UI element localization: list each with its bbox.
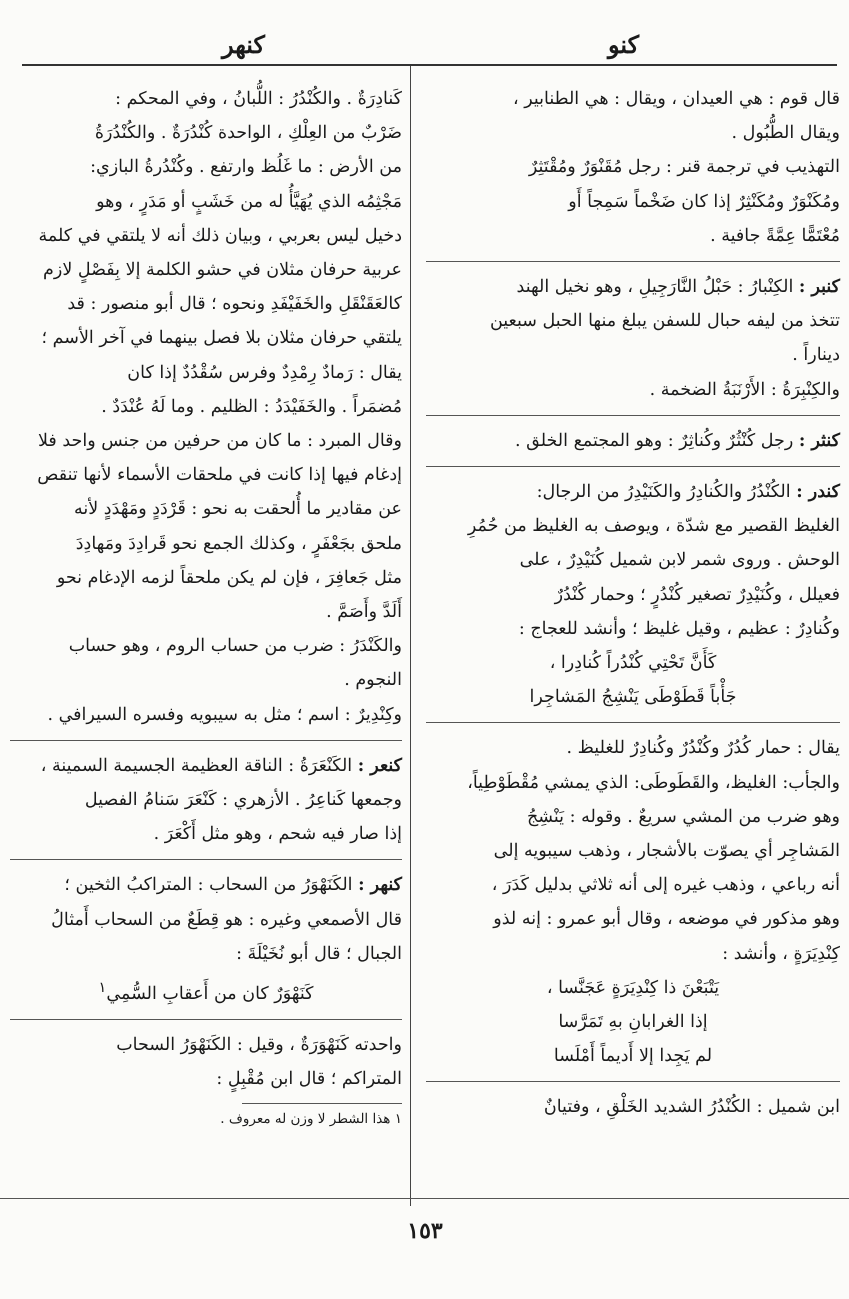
entry-separator bbox=[426, 466, 840, 467]
paragraph-kanadira: كَنادِرَةٌ . والكُنْدُرُ : اللُّبانُ ، وفي المحكم : ضَرْبٌ من العِلْكِ ، الواحدة كُنْدُرَةٌ . والكُنْدُرَةُ من الأرض : ما غَلُظ وارتفع . وكُنْدُرةُ البازي: مَجْثِمُه الذي يُهَيَّأُ له من خَشَبٍ أو مَدَرٍ ، وهو دخيل ليس بعربي ، وبيان ذلك أنه لا يلتقي في كلمة عربية حرفان مثلان في حشو الكلمة إلا بِفَصْلٍ لازم كالعَقَنْقَلِ والخَفَيْفَدِ ونحوه ؛ قال أبو منصور : قد يلتقي حرفان مثلان بلا فصل بينهما في آخر الأسم ؛ يقال : رَمادٌ رِمْدِدٌ وفرس سُقْدُدٌ إذا كان مُضمَراً . والخَفَيْدَدُ : الظليم . وما لَهُ عُنْدَدٌ . وقال المبرد : ما كان من حرفين من جنس واحد فلا إدغام فيها إذا كانت في ملحقات الأسماء لأنها تنقص عن مقادير ما أُلحقت به نحو : قَرْدَدٍ ومَهْدَدٍ لأنه ملحق بجَعْفَرٍ ، وكذلك الجمع نحو قَرادِدَ ومَهادِدَ مثل جَعافِرَ ، فإن لم يكن ملحقاً لزمه الإدغام نحو أَلَدَّ وأَصَمَّ . والكَنْدَرُ : ضرب من حساب الروم ، وهو حساب النجوم . وكِنْدِيرٌ : اسم ؛ مثل به سيبويه وفسره السيرافي . bbox=[37, 89, 402, 725]
entry-separator bbox=[426, 722, 840, 723]
footnote-rule bbox=[242, 1103, 402, 1104]
running-header-left: كنهر bbox=[222, 30, 265, 59]
entry-separator bbox=[426, 415, 840, 416]
page-number: ١٥٣ bbox=[407, 1218, 443, 1244]
entry-separator bbox=[426, 261, 840, 262]
header-rule bbox=[22, 64, 837, 66]
footnote-marker: ١ bbox=[98, 979, 107, 997]
entry-kanaar-text: الكَنْعَرَةُ : الناقة العظيمة الجسيمة السمينة ، وجمعها كَناعِرُ . الأزهري : كَنْعَرَ سَنامُ الفصيل إذا صار فيه شحم ، وهو مثل أَكْعَرَ . bbox=[40, 755, 402, 845]
verse-abu-nukhayla bbox=[10, 971, 402, 1011]
verse-abu-nukhayla-text: كَنَهْوَرٌ كان من أَعقابِ السُّمِي bbox=[106, 983, 314, 1004]
verse-kindiyara: يَتْبَعْنَ ذا كِنْدِيَرَةٍ عَجَنَّسا ، إذا الغرابانِ بهِ تَمَرَّسا لم يَجِدا إلا أَديماً أَمْلَسا bbox=[546, 977, 720, 1067]
paragraph-qanar: قال قوم : هي العيدان ، ويقال : هي الطنابير ، ويقال الطُّبُول . bbox=[512, 89, 840, 144]
verse-ajjaj: كَأَنَّ تَحْتِي كُنْدُراً كُنادِرا ، جَأْباً قَطَوْطَى يَنْشِجُ المَشاجِرا bbox=[529, 653, 737, 708]
paragraph-kudur: يقال : حمار كُدُرٌ وكُنْدُرٌ وكُنادِرٌ للغليظ . والجأب: الغليظ، والقَطَوطَى: الذي يمشي مُقْطَوْطِياً، وهو ضرب من المشي سريعٌ . وقوله : يَنْشِجُ المَشاجِر أي يصوّت بالأشجار ، وذهب سيبويه إلى أنه رباعي ، وذهب غيره إلى أنه ثلاثي بدليل كَدَرَ ، وهو مذكور في موضعه ، وقال أبو عمرو : إنه لذو كِنْدِيَرَةٍ ، وأنشد : bbox=[467, 738, 840, 964]
entry-kanthar-text: رجل كُنْثُرٌ وكُناثِرٌ : وهو المجتمع الخلق . bbox=[515, 430, 794, 451]
entry-separator bbox=[10, 1019, 402, 1020]
entry-separator bbox=[10, 740, 402, 741]
headword-kandar: كندر : bbox=[796, 482, 840, 503]
entry-kanbar-text: الكِنْبارُ : حَبْلُ النَّارَجِيلِ ، وهو نخيل الهند تتخذ من ليفه حبال للسفن يبلغ منها الحبل سبعين ديناراً . والكِنْبِرَةُ : الأَرْنَبَةُ الضخمة . bbox=[489, 277, 840, 400]
entry-kandar-text: الكُنْدُرُ والكُنادِرُ والكَنَيْدِرُ من الرجال: الغليظ القصير مع شدّة ، ويوصف به الغليظ من حُمُرِ الوحش . وروى شمر لابن شميل كُنَيْدِرٌ ، على فعيلل ، وكُنَيْدِرٌ تصغير كُنْدُرٍ ؛ وحمار كُنْدُرٌ وكُنادِرٌ : عظيم ، وقيل غليظ ؛ وأنشد للعجاج : bbox=[467, 482, 840, 639]
column-divider bbox=[410, 66, 411, 1206]
entry-separator bbox=[426, 1081, 840, 1082]
entry-kanbar bbox=[426, 270, 840, 407]
left-column bbox=[10, 82, 402, 1130]
headword-kanhar: كنهر : bbox=[358, 875, 402, 896]
entry-kanaar bbox=[10, 749, 402, 852]
paragraph-ibn-shumayl: ابن شميل : الكُنْدُرُ الشديد الخَلْقِ ، وفتيانٌ bbox=[543, 1097, 840, 1118]
headword-kanbar: كنبر : bbox=[798, 277, 840, 298]
entry-kanthar bbox=[426, 424, 840, 458]
headword-kanaar: كنعر : bbox=[357, 755, 402, 776]
entry-separator bbox=[10, 859, 402, 860]
footnote: ١ هذا الشطر لا وزن له معروف . bbox=[220, 1110, 402, 1127]
running-header-right: كنو bbox=[608, 30, 640, 59]
right-column bbox=[426, 82, 840, 1125]
paragraph-tahdhib: التهذيب في ترجمة قنر : رجل مُقَنْوَرٌ ومُقْتَثِرٌ ومُكَنْوَرٌ ومُكَنْثِرٌ إذا كان ضَخْماً سَمِجاً أَو مُعْتَمًّا عِمَّةً جافية . bbox=[528, 157, 840, 246]
entry-kanhar bbox=[10, 868, 402, 971]
entry-kandar bbox=[426, 475, 840, 646]
paragraph-kanahwara: واحدته كَنَهْوَرَةٌ ، وقيل : الكَنَهْوَرُ السحاب المتراكم ؛ قال ابن مُقْبِلٍ : bbox=[116, 1035, 402, 1090]
headword-kanthar: كنثر : bbox=[798, 430, 840, 451]
footer-rule bbox=[0, 1198, 849, 1199]
entry-kanhar-text: الكَنَهْوَرُ من السحاب : المتراكبُ الثخين ؛ قال الأصمعي وغيره : هو قِطَعٌ من السحاب أَمثالُ الجبال ؛ قال أبو نُخَيْلَةَ : bbox=[51, 875, 402, 964]
